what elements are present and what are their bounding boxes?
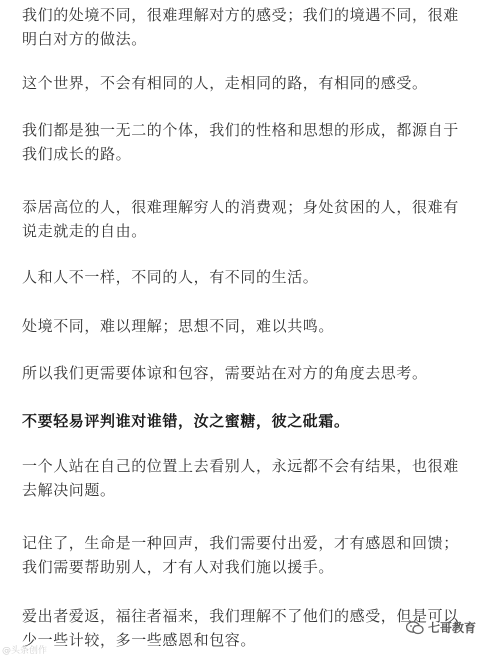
watermark-left: @头条创作 <box>2 646 48 656</box>
paragraph-5: 人和人不一样，不同的人，有不同的生活。 <box>22 268 319 286</box>
paragraph-7: 所以我们更需要体谅和包容，需要站在对方的角度去思考。 <box>22 364 428 382</box>
paragraph-6: 处境不同，难以理解；思想不同，难以共鸣。 <box>22 317 335 335</box>
paragraph-3: 我们都是独一无二的个体，我们的性格和思想的形成，都源自于我们成长的路。 <box>22 121 459 163</box>
watermark-right <box>406 619 476 636</box>
paragraph-2: 这个世界，不会有相同的人，走相同的路，有相同的感受。 <box>22 74 428 92</box>
wechat-icon <box>406 621 424 635</box>
paragraph-9: 一个人站在自己的位置上去看别人，永远都不会有结果，也很难去解决问题。 <box>22 457 459 499</box>
paragraph-8-bold: 不要轻易评判谁对谁错，汝之蜜糖，彼之砒霜。 <box>22 412 350 430</box>
paragraph-4: 忝居高位的人，很难理解穷人的消费观；身处贫困的人，很难有说走就走的自由。 <box>22 198 459 240</box>
paragraph-10: 记住了，生命是一种回声，我们需要付出爱，才有感恩和回馈；我们需要帮助别人，才有人对我们施以援手。 <box>22 534 459 576</box>
paragraph-11: 爱出者爱返，福往者福来，我们理解不了他们的感受，但是可以少一些计较，多一些感恩和包容。 <box>22 607 459 649</box>
paragraph-1: 我们的处境不同，很难理解对方的感受；我们的境遇不同，很难明白对方的做法。 <box>22 6 459 48</box>
watermark-brand: 七哥教育 <box>427 621 476 635</box>
